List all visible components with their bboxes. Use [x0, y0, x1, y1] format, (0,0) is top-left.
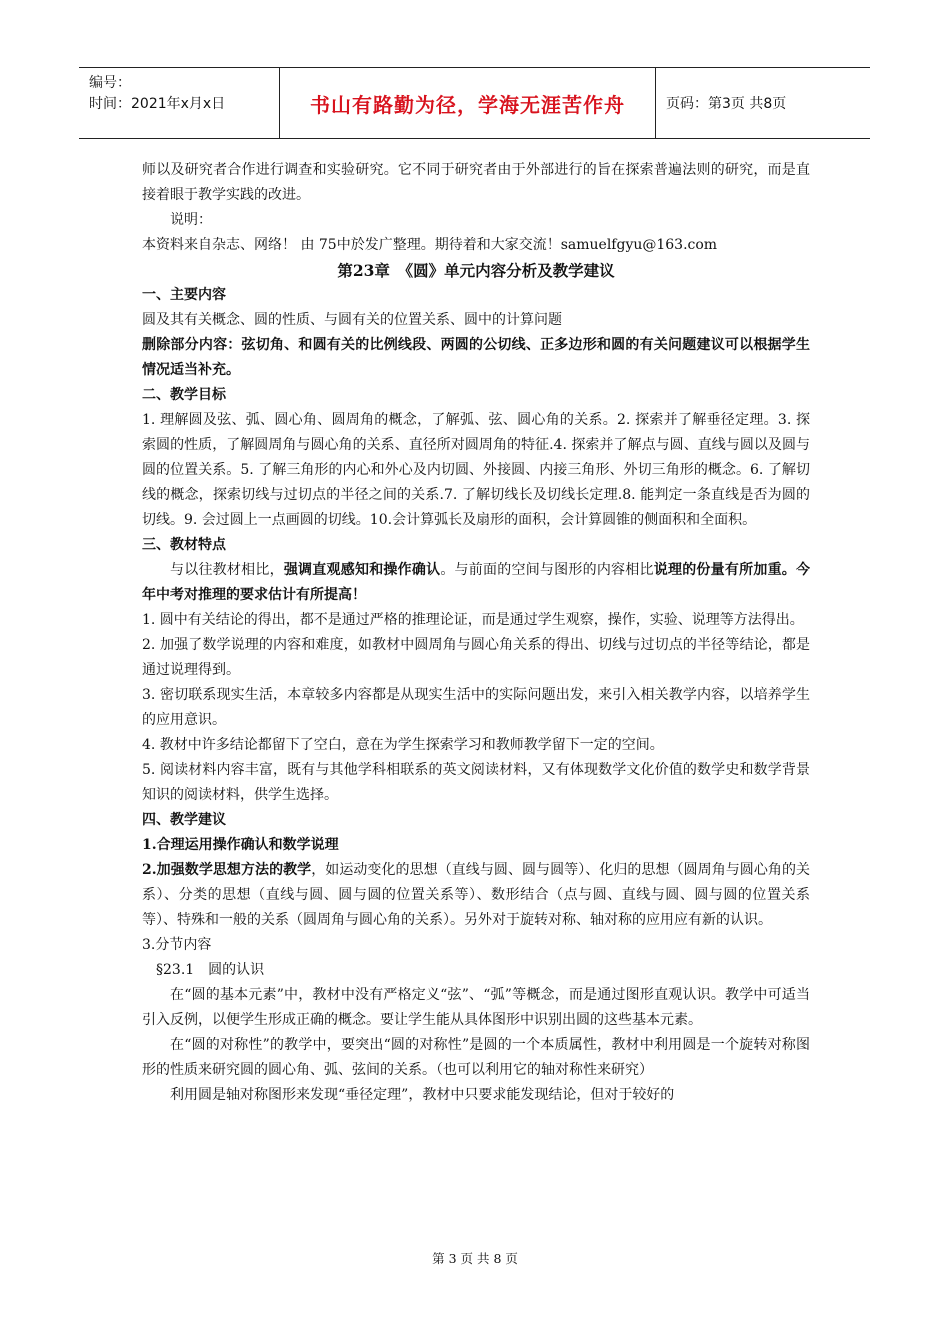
note-label: 说明： — [170, 212, 212, 228]
subheading: 1.合理运用操作确认和数学说理 — [142, 837, 339, 853]
text-run-bold: 强调直观感知和操作确认 — [283, 562, 441, 578]
document-body — [142, 158, 810, 1108]
source-note: 本资料来自杂志、网络！ 由 75中於发广整理。期待着和大家交流！samuelfgyu@163.com — [142, 237, 718, 253]
paragraph: 利用圆是轴对称图形来发现“垂径定理”，教材中只要求能发现结论，但对于较好的 — [170, 1087, 675, 1103]
section-number: §23.1 圆的认识 — [156, 962, 265, 978]
number-label: 编号： — [89, 75, 131, 91]
text-run-bold: 说理的份量有所加重。今年中考对推理的要求估计有所提高！ — [142, 562, 811, 603]
paragraph: 师以及研究者合作进行调查和实验研究。它不同于研究者由于外部进行的旨在探索普遍法则的研究，而是直接着眼于教学实践的改进。 — [142, 162, 810, 203]
list-item: 5. 阅读材料内容丰富，既有与其他学科相联系的英文阅读材料，又有体现数学文化价值的数学史和数学背景知识的阅读材料，供学生选择。 — [142, 762, 810, 803]
paragraph — [142, 858, 810, 933]
list-item: 3. 密切联系现实生活，本章较多内容都是从现实生活中的实际问题出发，来引入相关教学内容，以培养学生的应用意识。 — [142, 687, 810, 728]
chapter-title: 第23章 《圆》单元内容分析及教学建议 — [337, 261, 615, 280]
date-label: 时间：2021年x月x日 — [89, 96, 226, 112]
paragraph: 1. 理解圆及弦、弧、圆心角、圆周角的概念，了解弧、弦、圆心角的关系。2. 探索并了解垂径定理。3. 探索圆的性质，了解圆周角与圆心角的关系、直径所对圆周角的特征.4. 探索并了解点与圆、直线与圆以及圆与圆的位置关系。5. 了解三角形的内心和外心及内切圆、外接圆、内接三角形、外切三角形的概念。6. 了解切线的概念，探索切线与过切点的半径之间的关系.7. 了解切线长及切线长定理.8. 能判定一条直线是否为圆的切线。9. 会过圆上一点画圆的切线。10.会计算弧长及扇形的面积，会计算圆锥的侧面积和全面积。 — [142, 412, 810, 528]
header-page-info: 页码：第3页 共8页 — [666, 96, 787, 112]
text-run: ，如运动变化的思想（直线与圆、圆与圆等）、化归的思想（圆周角与圆心角的关系）、分类的思想（直线与圆、圆与圆的位置关系等）、数形结合（点与圆、直线与圆、圆与圆的位置关系等）、特殊和一般的关系（圆周角与圆心角的关系）。另外对于旋转对称、轴对称的应用应有新的认识。 — [142, 862, 811, 928]
section-heading: 四、教学建议 — [142, 812, 226, 828]
subheading: 3.分节内容 — [142, 937, 212, 953]
section-heading: 三、教材特点 — [142, 537, 226, 553]
header-left-cell — [79, 68, 280, 138]
page-header — [79, 67, 870, 139]
paragraph: 在“圆的对称性”的教学中，要突出“圆的对称性”是圆的一个本质属性，教材中利用圆是一个旋转对称图形的性质来研究圆的圆心角、弧、弦间的关系。（也可以利用它的轴对称性来研究） — [142, 1037, 810, 1078]
text-run: 。与前面的空间与图形的内容相比 — [440, 562, 654, 578]
list-item: 1. 圆中有关结论的得出，都不是通过严格的推理论证，而是通过学生观察，操作，实验、说理等方法得出。 — [142, 612, 804, 628]
paragraph-bold: 删除部分内容：弦切角、和圆有关的比例线段、两圆的公切线、正多边形和圆的有关问题建议可以根据学生情况适当补充。 — [142, 337, 810, 378]
paragraph — [142, 558, 810, 608]
page-footer: 第 3 页 共 8 页 — [432, 1251, 518, 1266]
paragraph: 圆及其有关概念、圆的性质、与圆有关的位置关系、圆中的计算问题 — [142, 312, 562, 328]
section-heading: 二、教学目标 — [142, 387, 226, 403]
list-item: 2. 加强了数学说理的内容和难度，如教材中圆周角与圆心角关系的得出、切线与过切点的半径等结论，都是通过说理得到。 — [142, 637, 810, 678]
paragraph: 在“圆的基本元素”中，教材中没有严格定义“弦”、“弧”等概念，而是通过图形直观认识。教学中可适当引入反例，以便学生形成正确的概念。要让学生能从具体图形中识别出圆的这些基本元素。 — [142, 987, 810, 1028]
section-heading: 一、主要内容 — [142, 287, 226, 303]
list-item: 4. 教材中许多结论都留下了空白，意在为学生探索学习和教师教学留下一定的空间。 — [142, 737, 664, 753]
header-motto: 书山有路勤为径，学海无涯苦作舟 — [280, 68, 656, 138]
text-run-bold: 2.加强数学思想方法的教学 — [142, 862, 312, 878]
text-run: 与以往教材相比， — [170, 562, 284, 578]
